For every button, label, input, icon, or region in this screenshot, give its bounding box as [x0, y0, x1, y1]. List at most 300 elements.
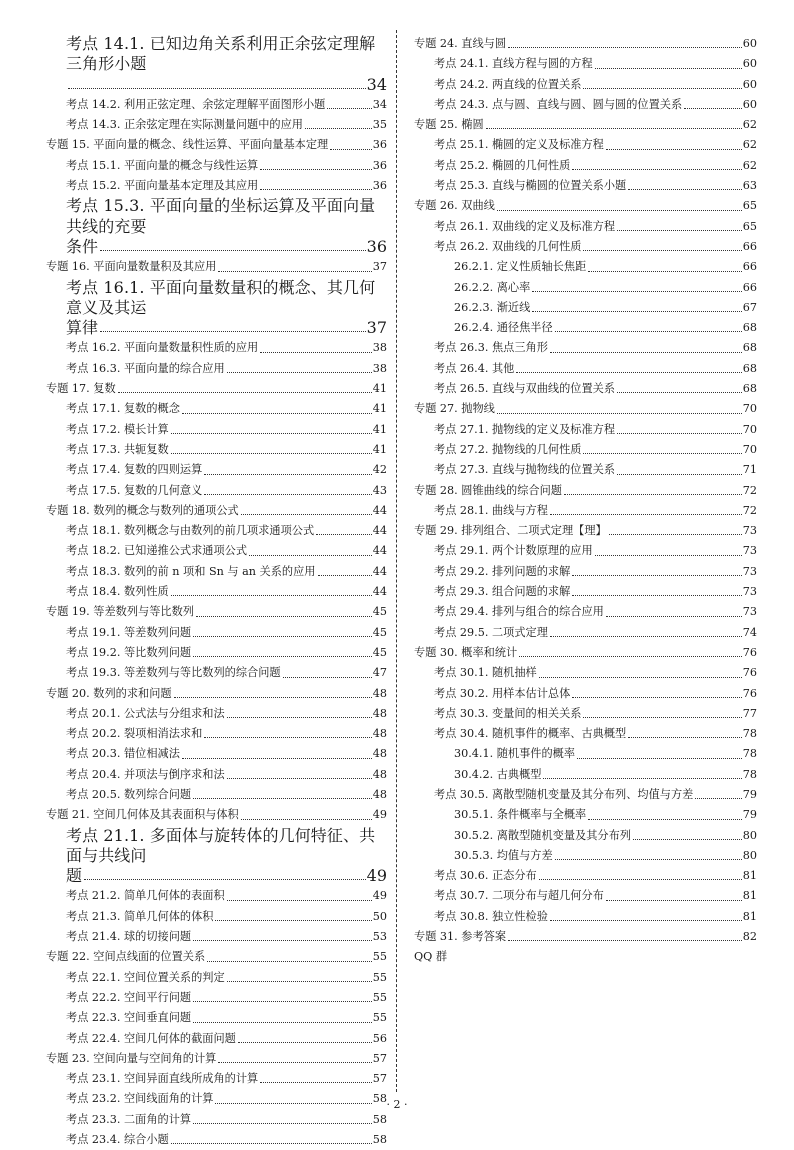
toc-entry-label: 考点 30.1. 随机抽样: [434, 666, 537, 680]
toc-entry-label: 考点 30.3. 变量间的相关关系: [434, 706, 582, 720]
dot-leader: [227, 372, 372, 373]
toc-entry-label: 26.2.3. 渐近线: [454, 300, 531, 314]
dot-leader: [260, 352, 372, 353]
toc-entry-label: 专题 15. 平面向量的概念、线性运算、平面向量基本定理: [46, 138, 329, 152]
toc-entry[interactable]: [46, 278, 387, 339]
toc-entry-page: 60: [742, 97, 757, 111]
dot-leader: [283, 677, 372, 678]
toc-entry-label: 考点 20.5. 数列综合问题: [66, 787, 192, 801]
toc-entry-page: 45: [372, 605, 387, 619]
toc-entry-page: 70: [742, 402, 757, 416]
toc-entry-label: 30.4.2. 古典概型: [454, 767, 542, 781]
qq-group-text: QQ 群: [414, 950, 448, 964]
dot-leader: [583, 453, 741, 454]
dot-leader: [260, 189, 372, 190]
toc-entry-label: 专题 25. 椭圆: [414, 118, 484, 132]
toc-chapter[interactable]: [414, 399, 757, 419]
toc-entry[interactable]: [46, 1130, 387, 1150]
toc-entry-label: 考点 23.3. 二面角的计算: [66, 1112, 192, 1126]
toc-entry-page: 80: [742, 848, 757, 862]
toc-entry-page: 47: [372, 666, 387, 680]
toc-entry[interactable]: [414, 684, 757, 704]
dot-leader: [684, 108, 742, 109]
toc-entry[interactable]: [46, 521, 387, 541]
dot-leader: [193, 656, 372, 657]
toc-entry-label-continued: 条件: [66, 236, 99, 256]
dot-leader: [182, 758, 372, 759]
dot-leader: [617, 392, 742, 393]
toc-entry-page: 36: [372, 158, 387, 172]
toc-entry[interactable]: [46, 1008, 387, 1028]
dot-leader: [617, 474, 742, 475]
toc-entry-page: 73: [742, 605, 757, 619]
toc-chapter[interactable]: [414, 196, 757, 216]
toc-chapter[interactable]: [414, 34, 757, 54]
toc-entry-label: 考点 17.1. 复数的概念: [66, 402, 180, 416]
toc-entry[interactable]: [46, 562, 387, 582]
dot-leader: [193, 940, 372, 941]
dot-leader: [100, 331, 366, 332]
toc-entry-page: 73: [742, 564, 757, 578]
toc-entry[interactable]: [46, 643, 387, 663]
dot-leader: [606, 616, 742, 617]
toc-entry[interactable]: [46, 907, 387, 927]
toc-chapter[interactable]: [414, 481, 757, 501]
dot-leader: [330, 149, 372, 150]
toc-entry[interactable]: [46, 460, 387, 480]
toc-entry-label: 考点 29.4. 排列与组合的综合应用: [434, 605, 604, 619]
dot-leader: [227, 717, 372, 718]
toc-entry-label: 考点 26.5. 直线与双曲线的位置关系: [434, 382, 616, 396]
toc-entry[interactable]: [414, 846, 757, 866]
dot-leader: [617, 230, 742, 231]
dot-leader: [227, 981, 372, 982]
toc-entry[interactable]: [46, 785, 387, 805]
toc-chapter[interactable]: [46, 135, 387, 155]
toc-entry[interactable]: [414, 95, 757, 115]
toc-entry[interactable]: [46, 156, 387, 176]
toc-entry-page: 74: [742, 625, 757, 639]
toc-entry[interactable]: [414, 744, 757, 764]
toc-entry[interactable]: [46, 440, 387, 460]
toc-entry[interactable]: [46, 744, 387, 764]
toc-entry-label: 考点 22.4. 空间几何体的截面问题: [66, 1031, 236, 1045]
toc-entry-page: 73: [742, 524, 757, 538]
toc-entry[interactable]: [414, 217, 757, 237]
toc-entry-label: 考点 17.5. 复数的几何意义: [66, 483, 203, 497]
toc-entry-label: 考点 26.4. 其他: [434, 361, 515, 375]
toc-entry-page: 56: [372, 1031, 387, 1045]
toc-entry-label: 考点 24.2. 两直线的位置关系: [434, 77, 582, 91]
toc-entry[interactable]: [414, 338, 757, 358]
toc-entry-label: 考点 29.3. 组合问题的求解: [434, 585, 571, 599]
toc-entry[interactable]: [46, 196, 387, 257]
toc-entry-label-continued: 题: [66, 866, 83, 886]
dot-leader: [193, 798, 372, 799]
toc-entry-label: 考点 18.2. 已知递推公式求通项公式: [66, 544, 248, 558]
toc-entry-page: 55: [372, 1011, 387, 1025]
toc-chapter[interactable]: [46, 257, 387, 277]
toc-entry-label: 考点 15.1. 平面向量的概念与线性运算: [66, 158, 259, 172]
toc-entry-page: 48: [372, 767, 387, 781]
dot-leader: [100, 250, 366, 251]
toc-entry-label: 30.5.2. 离散型随机变量及其分布列: [454, 828, 631, 842]
dot-leader: [572, 169, 741, 170]
toc-entry-page: 34: [372, 97, 387, 111]
toc-entry[interactable]: [414, 765, 757, 785]
toc-entry-page: 41: [372, 382, 387, 396]
dot-leader: [532, 291, 741, 292]
toc-entry[interactable]: [46, 724, 387, 744]
toc-entry-page: 49: [372, 808, 387, 822]
toc-entry-page: 53: [372, 930, 387, 944]
toc-entry-label: 考点 30.4. 随机事件的概率、古典概型: [434, 727, 627, 741]
toc-entry-label: 考点 29.1. 两个计数原理的应用: [434, 544, 593, 558]
toc-entry[interactable]: [46, 968, 387, 988]
toc-entry-label: 考点 25.2. 椭圆的几何性质: [434, 158, 571, 172]
toc-entry-page: 42: [372, 463, 387, 477]
toc-entry-page: 79: [742, 808, 757, 822]
toc-entry-page: 79: [742, 787, 757, 801]
dot-leader: [171, 595, 372, 596]
toc-entry-page: 78: [742, 767, 757, 781]
toc-entry-label: 考点 24.3. 点与圆、直线与圆、圆与圆的位置关系: [434, 97, 683, 111]
toc-entry-page: 49: [372, 889, 387, 903]
dot-leader: [84, 879, 366, 880]
toc-entry[interactable]: [414, 663, 757, 683]
dot-leader: [508, 47, 742, 48]
toc-entry[interactable]: [414, 805, 757, 825]
toc-entry-page: 66: [742, 280, 757, 294]
toc-entry-label: 考点 17.2. 模长计算: [66, 422, 169, 436]
toc-entry-label: 考点 26.3. 焦点三角形: [434, 341, 548, 355]
dot-leader: [588, 271, 742, 272]
toc-entry-label: 考点 21.2. 简单几何体的表面积: [66, 889, 225, 903]
dot-leader: [550, 352, 742, 353]
dot-leader: [633, 839, 742, 840]
toc-entry[interactable]: [46, 704, 387, 724]
toc-entry[interactable]: [414, 501, 757, 521]
toc-entry-page: 78: [742, 747, 757, 761]
dot-leader: [204, 474, 371, 475]
toc-entry-page: 44: [372, 524, 387, 538]
toc-entry-page: 44: [372, 585, 387, 599]
dot-leader: [572, 595, 741, 596]
toc-chapter[interactable]: [46, 602, 387, 622]
toc-entry-label: 专题 26. 双曲线: [414, 199, 495, 213]
dot-leader: [550, 514, 742, 515]
toc-entry[interactable]: [414, 826, 757, 846]
toc-entry-page: 41: [372, 442, 387, 456]
dot-leader: [193, 1001, 372, 1002]
dot-leader: [193, 636, 372, 637]
toc-entry[interactable]: [414, 176, 757, 196]
toc-entry[interactable]: [414, 156, 757, 176]
toc-entry[interactable]: [414, 602, 757, 622]
toc-entry-label: 考点 14.1. 已知边角关系利用正余弦定理解三角形小题: [66, 34, 376, 74]
toc-entry-label: 考点 27.3. 直线与抛物线的位置关系: [434, 463, 616, 477]
toc-entry-label: 26.2.1. 定义性质轴长焦距: [454, 260, 587, 274]
toc-entry-page: 73: [742, 585, 757, 599]
dot-leader: [260, 1082, 372, 1083]
toc-entry-page: 37: [372, 260, 387, 274]
toc-entry-label: 考点 16.3. 平面向量的综合应用: [66, 361, 225, 375]
toc-entry-page: 70: [742, 442, 757, 456]
toc-entry-page: 78: [742, 727, 757, 741]
toc-entry-page: 41: [372, 402, 387, 416]
toc-entry[interactable]: [414, 237, 757, 257]
toc-entry[interactable]: [46, 34, 387, 95]
toc-chapter[interactable]: [46, 684, 387, 704]
toc-chapter[interactable]: [46, 947, 387, 967]
toc-entry-label: 专题 30. 概率和统计: [414, 645, 518, 659]
toc-entry[interactable]: [414, 541, 757, 561]
dot-leader: [555, 331, 742, 332]
toc-entry-label: 考点 26.2. 双曲线的几何性质: [434, 239, 582, 253]
toc-entry-page: 55: [372, 950, 387, 964]
toc-entry-label: 考点 20.4. 并项法与倒序求和法: [66, 767, 225, 781]
toc-entry-page: 68: [742, 382, 757, 396]
dot-leader: [550, 920, 742, 921]
toc-entry[interactable]: [414, 886, 757, 906]
toc-entry[interactable]: [414, 257, 757, 277]
dot-leader: [171, 433, 372, 434]
toc-entry-page: 76: [742, 686, 757, 700]
toc-entry-page: 73: [742, 544, 757, 558]
toc-entry-page: 45: [372, 625, 387, 639]
toc-entry-page: 76: [742, 645, 757, 659]
toc-entry-page: 57: [372, 1072, 387, 1086]
toc-entry-label: 考点 30.2. 用样本估计总体: [434, 686, 571, 700]
toc-chapter[interactable]: [414, 115, 757, 135]
toc-entry-label-continued: 算律: [66, 318, 99, 338]
toc-entry[interactable]: [414, 623, 757, 643]
toc-entry-page: 36: [372, 179, 387, 193]
toc-entry-page: 58: [372, 1112, 387, 1126]
toc-entry[interactable]: [414, 907, 757, 927]
toc-entry-page: 60: [742, 57, 757, 71]
toc-entry[interactable]: [414, 420, 757, 440]
toc-entry-label: 专题 23. 空间向量与空间角的计算: [46, 1051, 217, 1065]
dot-leader: [539, 677, 742, 678]
toc-entry[interactable]: [414, 318, 757, 338]
toc-entry[interactable]: [46, 765, 387, 785]
dot-leader: [606, 900, 742, 901]
toc-entry-page: 34: [366, 74, 387, 94]
toc-entry-page: 67: [742, 300, 757, 314]
toc-entry-page: 58: [372, 1092, 387, 1106]
toc-entry[interactable]: [414, 562, 757, 582]
toc-entry-label: 考点 22.1. 空间位置关系的判定: [66, 970, 225, 984]
toc-entry-page: 37: [366, 318, 387, 338]
toc-chapter[interactable]: [46, 805, 387, 825]
toc-entry[interactable]: [46, 176, 387, 196]
dot-leader: [218, 271, 371, 272]
toc-entry[interactable]: [414, 460, 757, 480]
toc-entry-page: 48: [372, 727, 387, 741]
toc-entry-label: 考点 16.1. 平面向量数量积的概念、其几何意义及其运: [66, 277, 376, 317]
toc-entry-label: 考点 29.5. 二项式定理: [434, 625, 548, 639]
toc-entry-page: 60: [742, 37, 757, 50]
toc-entry[interactable]: [46, 927, 387, 947]
toc-entry-label: 30.4.1. 随机事件的概率: [454, 747, 576, 761]
toc-entry-label: 考点 23.2. 空间线面角的计算: [66, 1092, 214, 1106]
toc-entry-label: 专题 20. 数列的求和问题: [46, 686, 172, 700]
toc-entry[interactable]: [46, 886, 387, 906]
toc-entry[interactable]: [46, 541, 387, 561]
toc-entry-label: 考点 20.3. 错位相减法: [66, 747, 180, 761]
toc-entry[interactable]: [46, 359, 387, 379]
toc-entry-label: 考点 17.3. 共轭复数: [66, 442, 169, 456]
toc-entry-page: 55: [372, 990, 387, 1004]
toc-entry[interactable]: [46, 95, 387, 115]
toc-entry[interactable]: [414, 582, 757, 602]
dot-leader: [218, 1062, 371, 1063]
dot-leader: [572, 697, 741, 698]
toc-entry[interactable]: [46, 826, 387, 887]
toc-entry-label: 考点 21.1. 多面体与旋转体的几何特征、共面与共线问: [66, 825, 376, 865]
toc-entry-page: 38: [372, 361, 387, 375]
toc-entry-label: 专题 17. 复数: [46, 382, 116, 396]
toc-entry-label: 考点 29.2. 排列问题的求解: [434, 564, 571, 578]
toc-entry-page: 81: [742, 889, 757, 903]
toc-chapter[interactable]: [46, 1049, 387, 1069]
toc-entry-label: 考点 30.7. 二项分布与超几何分布: [434, 889, 604, 903]
toc-entry[interactable]: [414, 278, 757, 298]
dot-leader: [609, 534, 742, 535]
toc-entry[interactable]: [46, 338, 387, 358]
dot-leader: [227, 778, 372, 779]
toc-entry-label: 考点 18.3. 数列的前 n 项和 Sn 与 an 关系的应用: [66, 564, 316, 578]
toc-entry-page: 76: [742, 666, 757, 680]
toc-entry-page: 65: [742, 199, 757, 213]
toc-entry-page: 72: [742, 483, 757, 497]
toc-entry-page: 44: [372, 564, 387, 578]
toc-entry[interactable]: [46, 399, 387, 419]
dot-leader: [118, 392, 372, 393]
toc-entry[interactable]: [46, 582, 387, 602]
toc-entry[interactable]: [414, 298, 757, 318]
toc-entry-label: 考点 27.1. 抛物线的定义及标准方程: [434, 422, 616, 436]
toc-entry[interactable]: [46, 1029, 387, 1049]
toc-entry-label: 专题 28. 圆锥曲线的综合问题: [414, 483, 562, 497]
toc-entry-label: 考点 18.1. 数列概念与由数列的前几项求通项公式: [66, 524, 315, 538]
toc-entry-page: 38: [372, 341, 387, 355]
toc-entry[interactable]: [414, 75, 757, 95]
toc-entry-page: 65: [742, 219, 757, 233]
dot-leader: [606, 149, 742, 150]
toc-entry-label: 26.2.2. 离心率: [454, 280, 531, 294]
toc-entry[interactable]: [414, 704, 757, 724]
dot-leader: [316, 534, 372, 535]
toc-entry-label: 专题 29. 排列组合、二项式定理【理】: [414, 524, 607, 538]
toc-entry-page: 41: [372, 422, 387, 436]
toc-entry[interactable]: [46, 420, 387, 440]
dot-leader: [260, 169, 372, 170]
toc-entry[interactable]: [414, 135, 757, 155]
toc-entry-label: 专题 21. 空间几何体及其表面积与体积: [46, 808, 239, 822]
toc-entry-label: 30.5.1. 条件概率与全概率: [454, 808, 587, 822]
toc-entry-page: 58: [372, 1133, 387, 1147]
toc-entry-page: 70: [742, 422, 757, 436]
toc-chapter[interactable]: [46, 501, 387, 521]
toc-entry[interactable]: [414, 379, 757, 399]
dot-leader: [583, 250, 741, 251]
dot-leader: [238, 1042, 372, 1043]
dot-leader: [193, 1123, 372, 1124]
toc-entry-label: 考点 26.1. 双曲线的定义及标准方程: [434, 219, 616, 233]
dot-leader: [241, 819, 372, 820]
toc-entry[interactable]: [46, 1069, 387, 1089]
toc-entry-label: 26.2.4. 通径焦半径: [454, 321, 553, 335]
toc-entry-page: 35: [372, 118, 387, 132]
dot-leader: [564, 494, 742, 495]
toc-entry[interactable]: [46, 115, 387, 135]
toc-entry-label: 考点 24.1. 直线方程与圆的方程: [434, 57, 593, 71]
toc-entry-label: 考点 16.2. 平面向量数量积性质的应用: [66, 341, 259, 355]
toc-entry-label: 考点 25.1. 椭圆的定义及标准方程: [434, 138, 604, 152]
toc-entry-label: 考点 23.4. 综合小题: [66, 1133, 169, 1147]
toc-entry[interactable]: [414, 785, 757, 805]
dot-leader: [508, 940, 742, 941]
toc-entry[interactable]: [414, 724, 757, 744]
page-number: · 2 ·: [386, 1098, 408, 1111]
dot-leader: [241, 514, 372, 515]
toc-chapter[interactable]: [414, 643, 757, 663]
toc-chapter[interactable]: [414, 521, 757, 541]
toc-entry-page: 50: [372, 909, 387, 923]
toc-entry-page: 68: [742, 341, 757, 355]
toc-entry-label: 专题 24. 直线与圆: [414, 37, 507, 50]
toc-entry-label: 考点 19.1. 等差数列问题: [66, 625, 192, 639]
toc-entry-label: 考点 22.2. 空间平行问题: [66, 990, 192, 1004]
toc-entry-label: 考点 27.2. 抛物线的几何性质: [434, 442, 582, 456]
toc-entry-label: 考点 18.4. 数列性质: [66, 585, 169, 599]
dot-leader: [550, 636, 742, 637]
toc-entry-label: 考点 19.3. 等差数列与等比数列的综合问题: [66, 666, 281, 680]
toc-entry-page: 71: [742, 463, 757, 477]
toc-right-column: [414, 34, 757, 968]
toc-entry[interactable]: [46, 481, 387, 501]
toc-entry-label: 专题 16. 平面向量数量积及其应用: [46, 260, 217, 274]
toc-entry-page: 48: [372, 706, 387, 720]
toc-entry-label: 专题 31. 参考答案: [414, 930, 507, 944]
toc-entry-label: 考点 25.3. 直线与椭圆的位置关系小题: [434, 179, 627, 193]
toc-entry[interactable]: [46, 623, 387, 643]
toc-chapter[interactable]: [46, 379, 387, 399]
toc-entry-page: 45: [372, 645, 387, 659]
toc-entry[interactable]: [46, 663, 387, 683]
toc-entry[interactable]: [414, 866, 757, 886]
dot-leader: [318, 575, 372, 576]
dot-leader: [171, 1143, 372, 1144]
dot-leader: [171, 453, 372, 454]
dot-leader: [539, 879, 742, 880]
toc-entry[interactable]: [46, 988, 387, 1008]
dot-leader: [193, 1022, 372, 1023]
toc-entry[interactable]: [414, 359, 757, 379]
column-divider: [396, 30, 397, 1092]
dot-leader: [196, 616, 372, 617]
toc-entry[interactable]: [414, 440, 757, 460]
toc-entry[interactable]: [46, 1110, 387, 1130]
toc-chapter[interactable]: [414, 927, 757, 947]
toc-entry-page: 82: [742, 930, 757, 944]
toc-entry[interactable]: [414, 54, 757, 74]
toc-entry-page: 66: [742, 239, 757, 253]
toc-entry-page: 60: [742, 77, 757, 91]
dot-leader: [68, 88, 366, 89]
